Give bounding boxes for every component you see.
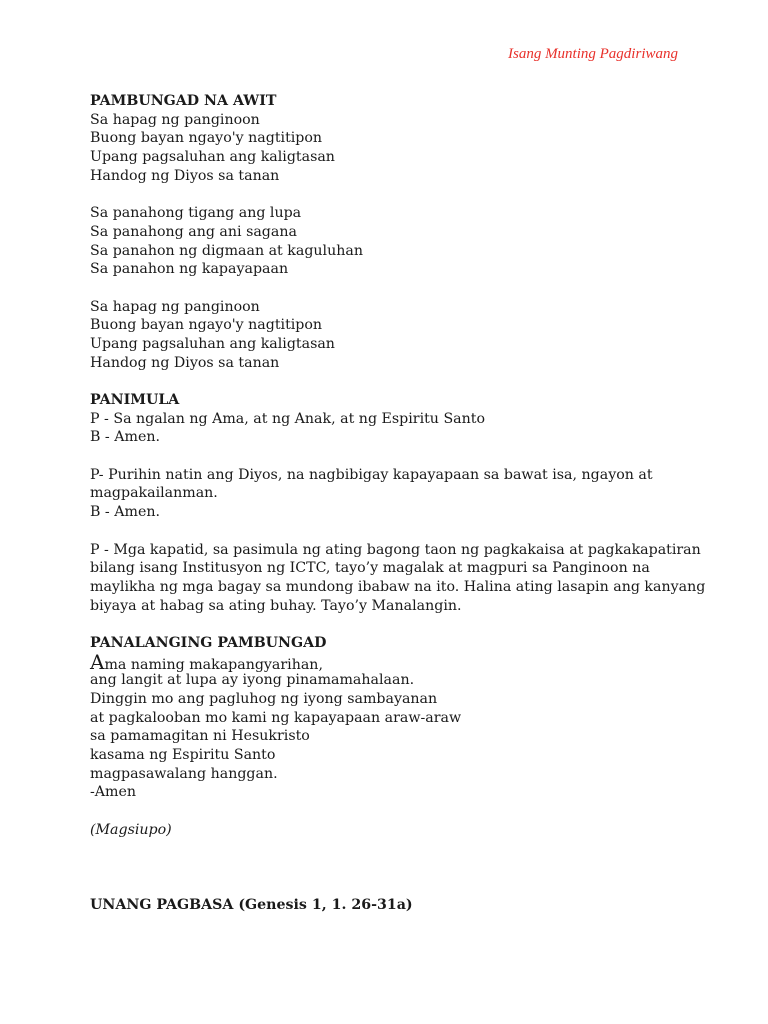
song-line: Sa hapag ng panginoon xyxy=(90,111,260,128)
prayer-line: magpasawalang hanggan. xyxy=(90,765,278,782)
priest-paragraph-line: biyaya at habag sa ating buhay. Tayo’y Manalangin. xyxy=(90,597,462,614)
section-heading-panalanging-pambungad: PANALANGING PAMBUNGAD xyxy=(90,634,327,651)
song-line: Buong bayan ngayo'y nagtitipon xyxy=(90,130,323,147)
priest-line: magpakailanman. xyxy=(90,485,218,502)
document-body xyxy=(90,92,706,914)
priest-line: P- Purihin natin ang Diyos, na nagbibigay kapayapaan sa bawat isa, ngayon at xyxy=(90,466,653,483)
response-line: B - Amen. xyxy=(90,429,160,446)
song-line: Upang pagsaluhan ang kaligtasan xyxy=(90,335,335,352)
song-line: Sa panahon ng kapayapaan xyxy=(90,261,289,278)
priest-paragraph-line: bilang isang Institusyon ng ICTC, tayo’y magalak at magpuri sa Panginoon na xyxy=(90,560,650,577)
running-header: Isang Munting Pagdiriwang xyxy=(507,46,678,62)
prayer-line: -Amen xyxy=(90,784,137,801)
prayer-line: Dinggin mo ang pagluhog ng iyong sambayanan xyxy=(90,691,438,707)
song-line: Sa panahong tigang ang lupa xyxy=(90,205,302,222)
priest-paragraph-line: maylikha ng mga bagay sa mundong ibabaw na ito. Halina ating lasapin ang kanyang xyxy=(90,578,706,595)
section-heading-unang-pagbasa: UNANG PAGBASA (Genesis 1, 1. 26-31a) xyxy=(90,896,413,913)
prayer-line: kasama ng Espiritu Santo xyxy=(90,747,276,764)
song-line: Sa panahon ng digmaan at kaguluhan xyxy=(90,242,363,259)
section-heading-pambungad-na-awit: PAMBUNGAD NA AWIT xyxy=(90,93,277,109)
song-line: Sa panahong ang ani sagana xyxy=(90,223,297,240)
prayer-line: ang langit at lupa ay iyong pinamamahalaan. xyxy=(90,672,415,689)
prayer-line: at pagkalooban mo kami ng kapayapaan araw-araw xyxy=(90,709,462,726)
drop-cap: A xyxy=(90,649,105,674)
section-heading-panimula: PANIMULA xyxy=(90,392,180,408)
prayer-line: ma naming makapangyarihan, xyxy=(104,656,323,673)
song-line: Upang pagsaluhan ang kaligtasan xyxy=(90,149,335,166)
song-line: Sa hapag ng panginoon xyxy=(90,298,260,315)
song-line: Handog ng Diyos sa tanan xyxy=(90,354,280,371)
song-line: Handog ng Diyos sa tanan xyxy=(90,167,280,184)
instruction-note: (Magsiupo) xyxy=(90,821,172,838)
priest-paragraph-line: P - Mga kapatid, sa pasimula ng ating bagong taon ng pagkakaisa at pagkakapatiran xyxy=(90,541,701,558)
prayer-line: sa pamamagitan ni Hesukristo xyxy=(90,728,310,745)
priest-line: P - Sa ngalan ng Ama, at ng Anak, at ng Espiritu Santo xyxy=(90,410,486,427)
song-line: Buong bayan ngayo'y nagtitipon xyxy=(90,317,323,334)
response-line: B - Amen. xyxy=(90,504,160,521)
prayer-first-line xyxy=(90,649,690,674)
